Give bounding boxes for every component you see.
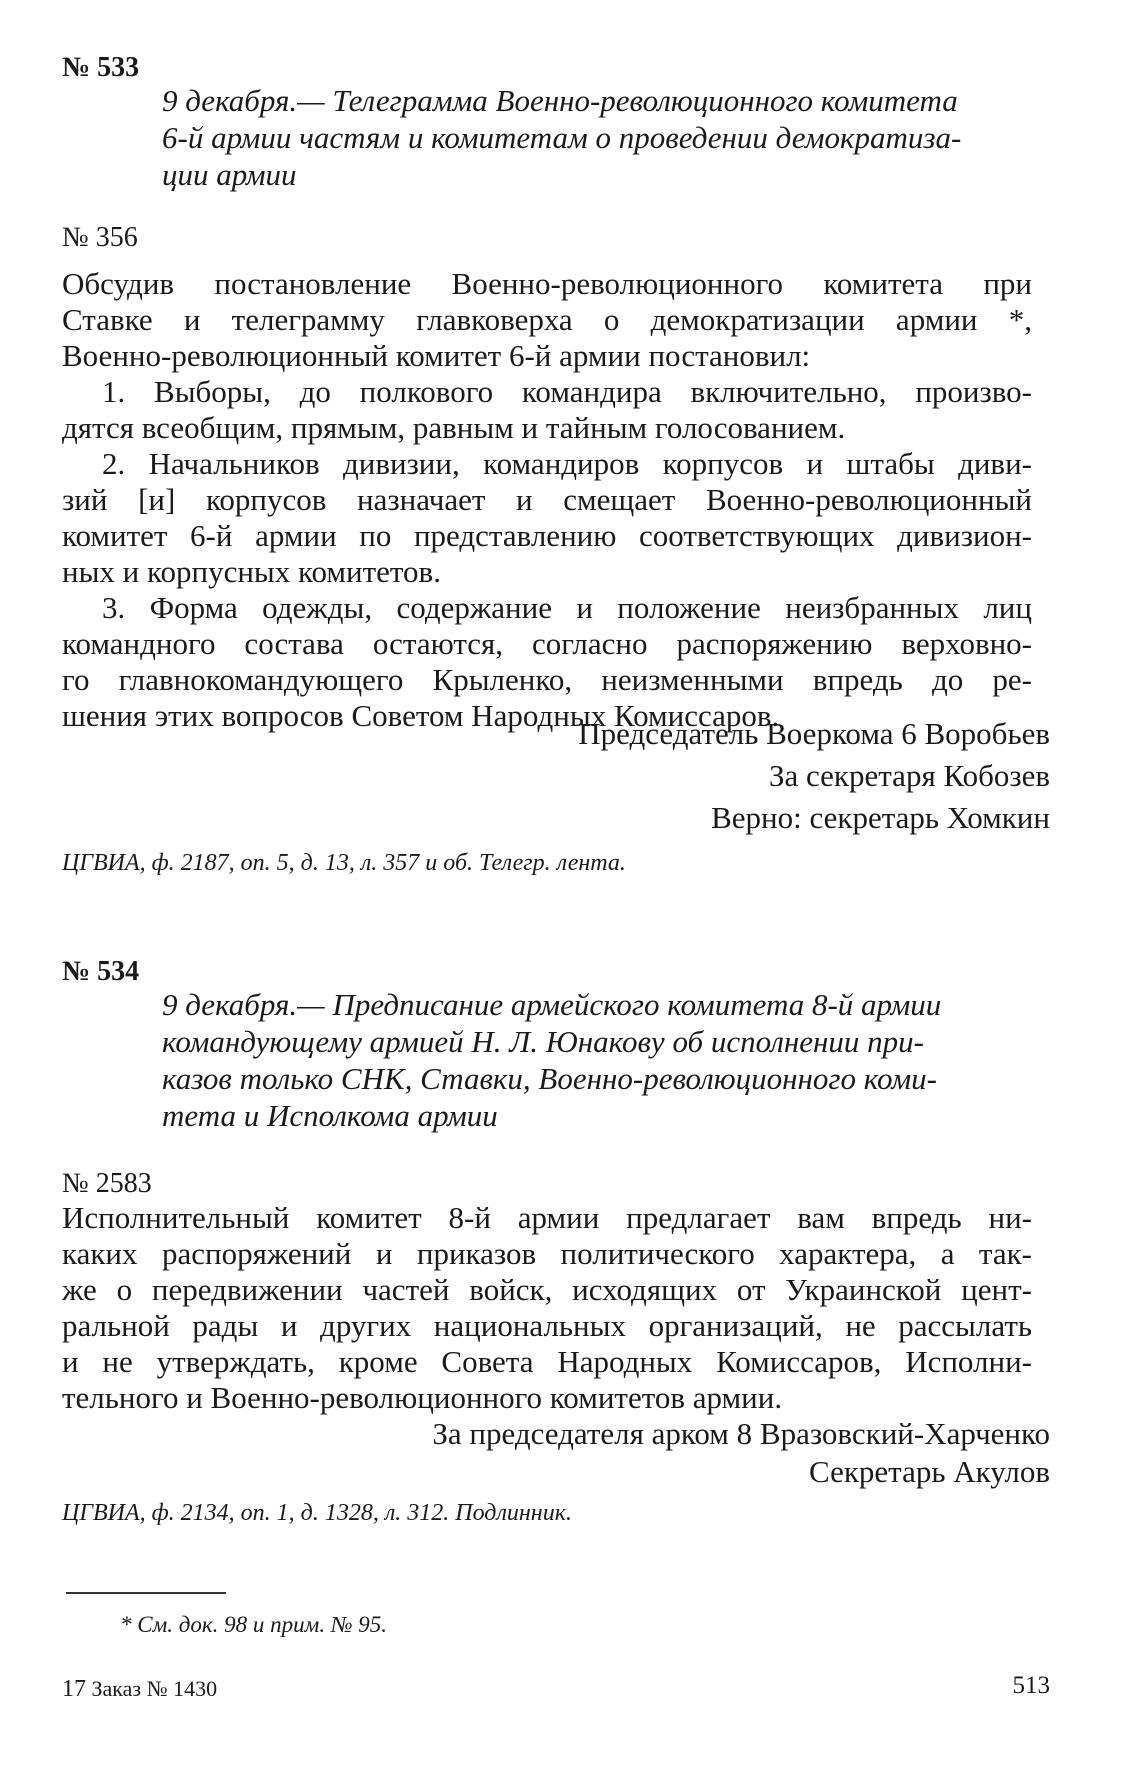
doc533-signature-verified: Верно: секретарь Хомкин xyxy=(711,800,1050,835)
doc533-signature-chair: Председатель Воеркома 6 Воробьев xyxy=(578,716,1050,751)
doc534-telegram-number: № 2583 xyxy=(62,1168,152,1199)
doc534-body xyxy=(62,1200,1032,1416)
doc533-source: ЦГВИА, ф. 2187, оп. 5, д. 13, л. 357 и об. Телегр. лента. xyxy=(62,850,626,876)
heading-line: командующему армией Н. Л. Юнакову об исполнении при- xyxy=(162,1024,924,1059)
page-number: 513 xyxy=(1012,1672,1050,1699)
body-line: го главнокомандующего Крыленко, неизменными впредь до ре- xyxy=(62,662,1032,697)
body-line: шения этих вопросов Советом Народных Комиссаров. xyxy=(62,698,780,733)
heading-line: 6-й армии частям и комитетам о проведении демократиза- xyxy=(162,120,962,155)
body-line: каких распоряжений и приказов политического характера, а так- xyxy=(62,1236,1032,1271)
body-line: Военно-революционный комитет 6-й армии постановил: xyxy=(62,338,811,373)
doc533-heading xyxy=(162,82,1032,193)
heading-line: тета и Исполкома армии xyxy=(162,1098,498,1133)
heading-line: 9 декабря.— Предписание армейского комитета 8-й армии xyxy=(162,987,942,1022)
body-line: Ставке и телеграмму главковерха о демократизации армии *, xyxy=(62,302,1032,337)
doc533-number: № 533 xyxy=(62,52,140,83)
heading-line: казов только СНК, Ставки, Военно-революционного коми- xyxy=(162,1061,937,1096)
doc534-signature-chair: За председателя арком 8 Вразовский-Харченко xyxy=(432,1416,1050,1451)
body-line: 1. Выборы, до полкового командира включительно, произво- xyxy=(102,374,1032,409)
doc533-telegram-number: № 356 xyxy=(62,222,138,253)
body-line: 2. Начальников дивизии, командиров корпусов и штабы диви- xyxy=(102,446,1032,481)
footnote-divider xyxy=(66,1592,226,1594)
body-line: командного состава остаются, согласно распоряжению верховно- xyxy=(62,626,1032,661)
doc534-heading xyxy=(162,986,1032,1134)
body-line: комитет 6-й армии по представлению соответствующих дивизион- xyxy=(62,518,1032,553)
doc533-body xyxy=(62,266,1032,734)
doc534-source: ЦГВИА, ф. 2134, оп. 1, д. 1328, л. 312. Подлинник. xyxy=(62,1500,572,1526)
doc533-signature-secretary: За секретаря Кобозев xyxy=(769,758,1050,793)
body-line: дятся всеобщим, прямым, равным и тайным голосованием. xyxy=(62,410,846,445)
body-line: зий [и] корпусов назначает и смещает Военно-революционный xyxy=(62,482,1032,517)
doc534-signature-secretary: Секретарь Акулов xyxy=(809,1454,1050,1489)
body-line: же о передвижении частей войск, исходящих от Украинской цент- xyxy=(62,1272,1032,1307)
body-line: и не утверждать, кроме Совета Народных Комиссаров, Исполни- xyxy=(62,1344,1032,1379)
doc534-number: № 534 xyxy=(62,956,140,987)
footer-print-info xyxy=(62,1676,217,1703)
body-line: Обсудив постановление Военно-революционного комитета при xyxy=(62,266,1032,301)
body-line: Исполнительный комитет 8-й армии предлагает вам впредь ни- xyxy=(62,1200,1032,1235)
footnote: * См. док. 98 и прим. № 95. xyxy=(120,1612,388,1637)
body-line: ральной рады и других национальных организаций, не рассылать xyxy=(62,1308,1032,1343)
body-line: тельного и Военно-революционного комитетов армии. xyxy=(62,1380,783,1415)
body-line: 3. Форма одежды, содержание и положение неизбранных лиц xyxy=(102,590,1032,625)
heading-line: 9 декабря.— Телеграмма Военно-революционного комитета xyxy=(162,83,958,118)
footer-signature-mark: 17 xyxy=(62,1676,86,1702)
body-line: ных и корпусных комитетов. xyxy=(62,554,441,589)
heading-line: ции армии xyxy=(162,157,297,192)
footer-order: Заказ № 1430 xyxy=(91,1676,218,1701)
